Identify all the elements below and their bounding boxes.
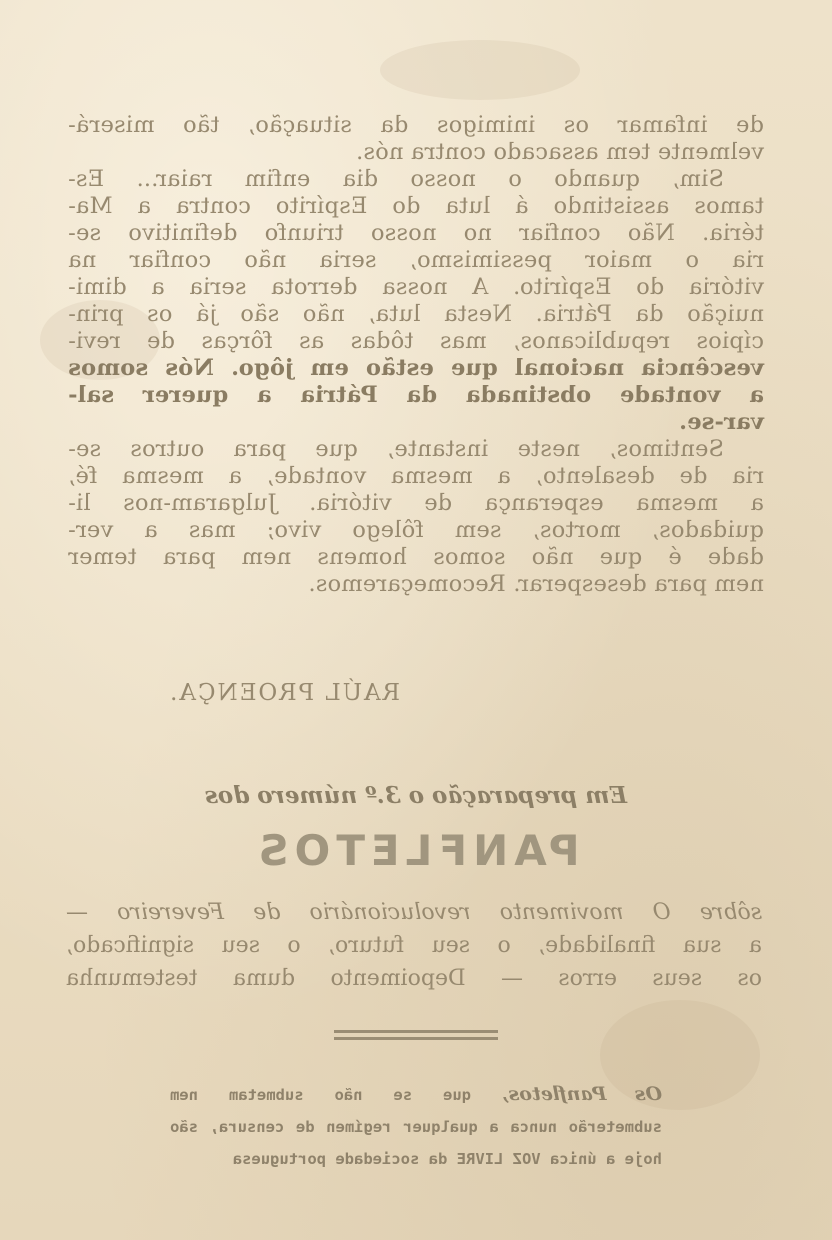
- article-line: nem para desesperar. Recomeçaremos.: [308, 571, 764, 597]
- article-line: vitória do Espírito. A nossa derrota seria a dimi-: [68, 274, 764, 300]
- article-line: var-se.: [678, 409, 764, 435]
- article-line: ria de desalento, a mesma vontade, a mesma fé,: [68, 463, 764, 489]
- article-line: quidados, mortos, sem fôlego vivo; mas a ver-: [68, 517, 764, 543]
- footer-line: hoje a única VOZ LIVRE da sociedade portuguesa: [232, 1150, 662, 1168]
- article-line: ria o maior pessimismo, seria não confiar na: [68, 247, 764, 273]
- preparation-notice: Em preparação o 3.º número dos: [204, 782, 628, 809]
- article-body: [68, 112, 764, 598]
- footer-line: submeterão nunca a qualquer regímen de censura, são: [170, 1118, 662, 1136]
- article-line: téria. Não confiar no nosso triunfo definitivo se-: [68, 220, 764, 246]
- article-line: a mesma esperança de vitória. Julgaram-nos li-: [68, 490, 764, 516]
- article-line: cípios republicanos, mas tôdas as fôrças de revi-: [68, 328, 764, 354]
- subtitle-line: sôbre O movimento revolucionário de Fevereiro —: [66, 900, 762, 925]
- divider-rule: [334, 1037, 498, 1040]
- article-line: velmente tem assacado contra nós.: [355, 139, 764, 165]
- article-line: tamos assistindo á luta do Espírito contra a Ma-: [68, 193, 764, 219]
- footer-brand: Os Panfletos,: [501, 1083, 662, 1105]
- article-line: de infamar os inimigos da situação, tão miserá-: [68, 112, 764, 138]
- article-line: Sim, quando o nosso dia enfim raiar... Es-: [68, 166, 724, 192]
- pamphlet-title: PANFLETOS: [252, 826, 580, 875]
- pamphlet-subtitle: [66, 896, 762, 995]
- subtitle-line: a sua finalidade, o seu futuro, o seu significado,: [66, 933, 762, 958]
- article-line: nuição da Pátria. Nesta luta, não são já os prin-: [68, 301, 764, 327]
- footer-line-rest: que se não submetam nem: [170, 1086, 472, 1104]
- footer-statement: [170, 1078, 662, 1175]
- subtitle-line: os seus erros — Depoimento duma testemunha: [66, 966, 762, 991]
- article-line: Sentimos, neste instante, que para outros se-: [68, 436, 724, 462]
- footer-line: [170, 1078, 662, 1111]
- article-line: vescência nacional que estão em jôgo. Nós somos: [68, 355, 764, 381]
- article-line: dade é que não somos homens nem para temer: [68, 544, 764, 570]
- article-line: a vontade obstinada da Pátria a querer sal-: [68, 382, 764, 408]
- divider-rule: [334, 1030, 498, 1033]
- author-signature: RAÚL PROENÇA.: [168, 680, 400, 706]
